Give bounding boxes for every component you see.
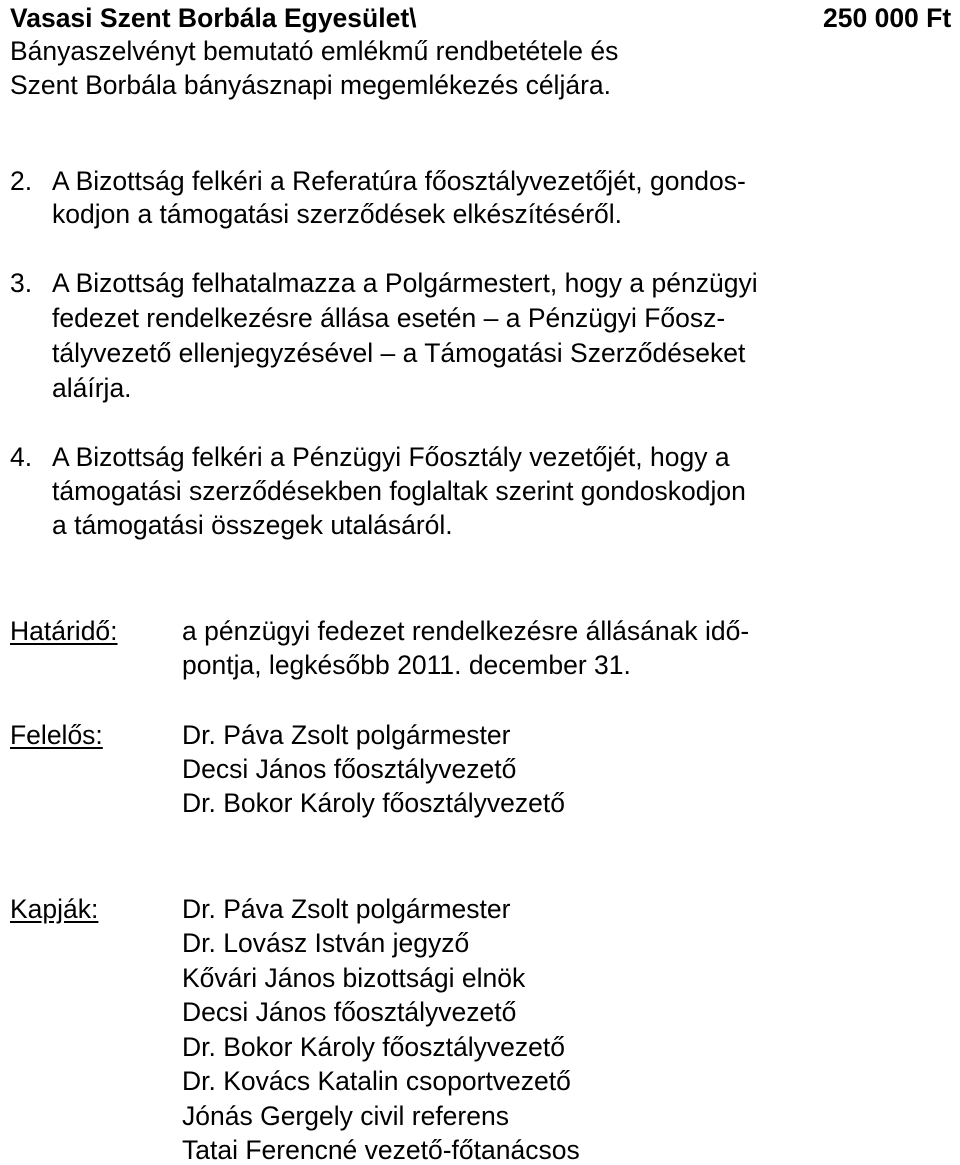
recipient-1: Dr. Páva Zsolt polgármester: [182, 894, 511, 924]
item-3-line-2: fedezet rendelkezésre állása esetén – a Pénzügyi Főosz-: [52, 303, 726, 333]
item-4-line-2: támogatási szerződésekben foglaltak szerint gondoskodjon: [52, 476, 746, 506]
purpose-line-2: Szent Borbála bányásznapi megemlékezés céljára.: [10, 70, 611, 100]
recipient-2: Dr. Lovász István jegyző: [182, 928, 470, 958]
recipient-4: Decsi János főosztályvezető: [182, 997, 517, 1027]
deadline-line-2: pontja, legkésőbb 2011. december 31.: [182, 650, 631, 680]
grant-amount: 250 000 Ft: [823, 3, 952, 33]
item-2-number: 2.: [10, 166, 33, 196]
purpose-line-1: [10, 38, 770, 65]
item-4-line-3: a támogatási összegek utalásáról.: [52, 510, 453, 540]
recipient-8: Tatai Ferencné vezető-főtanácsos: [182, 1135, 580, 1165]
item-2-line-2: kodjon a támogatási szerződések elkészítéséről.: [52, 199, 623, 229]
item-2-line-1: A Bizottság felkéri a Referatúra főosztályvezetőjét, gondos-: [52, 166, 746, 196]
item-3-line-1: A Bizottság felhatalmazza a Polgármestert, hogy a pénzügyi: [52, 268, 758, 298]
recipient-5: Dr. Bokor Károly főosztályvezető: [182, 1032, 565, 1062]
deadline-label: Határidő:: [10, 616, 118, 646]
deadline-line-1: a pénzügyi fedezet rendelkezésre állásának idő-: [182, 616, 750, 646]
responsible-label: Felelős:: [10, 720, 103, 750]
item-4-number: 4.: [10, 442, 33, 472]
organization-name: Vasasi Szent Borbála Egyesület\: [10, 3, 417, 33]
responsible-name-1: Dr. Páva Zsolt polgármester: [182, 720, 511, 750]
item-3-line-3: tályvezető ellenjegyzésével – a Támogatási Szerződéseket: [52, 338, 746, 368]
recipient-7: Jónás Gergely civil referens: [182, 1101, 509, 1131]
item-3-line-4: aláírja.: [52, 373, 132, 403]
item-4-line-1: A Bizottság felkéri a Pénzügyi Főosztály vezetőjét, hogy a: [52, 442, 730, 472]
item-3-number: 3.: [10, 268, 33, 298]
purpose-text-1: Bányaszelvényt bemutató emlékmű rendbetétele és: [10, 36, 619, 66]
responsible-name-2: Decsi János főosztályvezető: [182, 754, 517, 784]
recipients-label: Kapják:: [10, 894, 99, 924]
responsible-name-3: Dr. Bokor Károly főosztályvezető: [182, 788, 565, 818]
recipient-6: Dr. Kovács Katalin csoportvezető: [182, 1066, 571, 1096]
recipient-3: Kővári János bizottsági elnök: [182, 963, 526, 993]
